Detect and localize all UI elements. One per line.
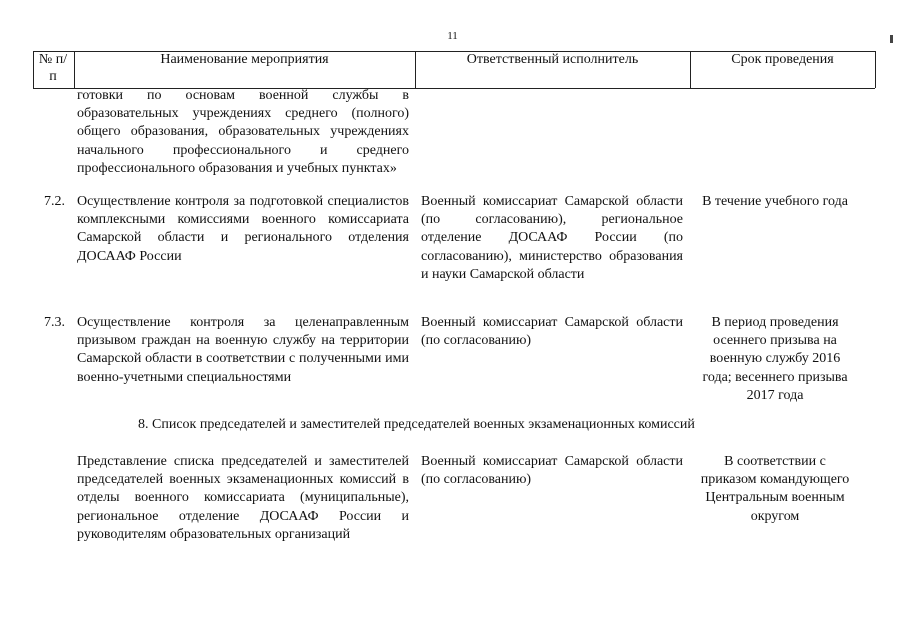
row-activity: Осуществление контроля за целенаправленным призывом граждан на военную службу на территории Самарской области в соответствии с полученными ими военно-учетными специальностями [77,315,409,385]
header-term: Срок проведения [731,52,834,67]
row-number: 7.3. [44,315,65,330]
section-term: В соответствии с приказом командующего Центральным военным округом [700,454,850,524]
header-num: № п/п [38,52,68,84]
header-border [33,51,34,88]
row-responsible: Военный комиссариат Самарской области (по согласованию), региональное отделение ДОСААФ России (по согласованию), министерство образования и науки Самарской области [421,194,683,282]
row-responsible: Военный комиссариат Самарской области (по согласованию) [421,315,683,349]
section-activity: Представление списка председателей и заместителей председателей военных экзаменационных комиссий в отделы военного комиссариата (муниципальные), региональное отделение ДОСААФ России и руководителям образовательных организаций [77,454,409,542]
section-responsible: Военный комиссариат Самарской области (по согласованию) [421,454,683,488]
section-title: 8. Список председателей и заместителей председателей военных экзаменационных комиссий [138,417,695,432]
header-border [875,51,876,88]
row-term: В течение учебного года [702,194,848,209]
row-term: В период проведения осеннего призыва на военную службу 2016 года; весеннего призыва 2017 года [702,315,848,403]
continuation-text: готовки по основам военной службы в образовательных учреждениях среднего (полного) общего образования, образовательных учреждениях начального профессионального и среднего профессионального образования и учебных пунктах» [77,88,409,176]
page-number: 11 [447,30,458,42]
header-name: Наименование мероприятия [160,52,329,67]
scan-mark [890,35,893,43]
header-responsible: Ответственный исполнитель [466,52,639,67]
row-number: 7.2. [44,194,65,209]
row-activity: Осуществление контроля за подготовкой специалистов комплексными комиссиями военного комиссариата Самарской области и регионального отделения ДОСААФ России [77,194,409,264]
